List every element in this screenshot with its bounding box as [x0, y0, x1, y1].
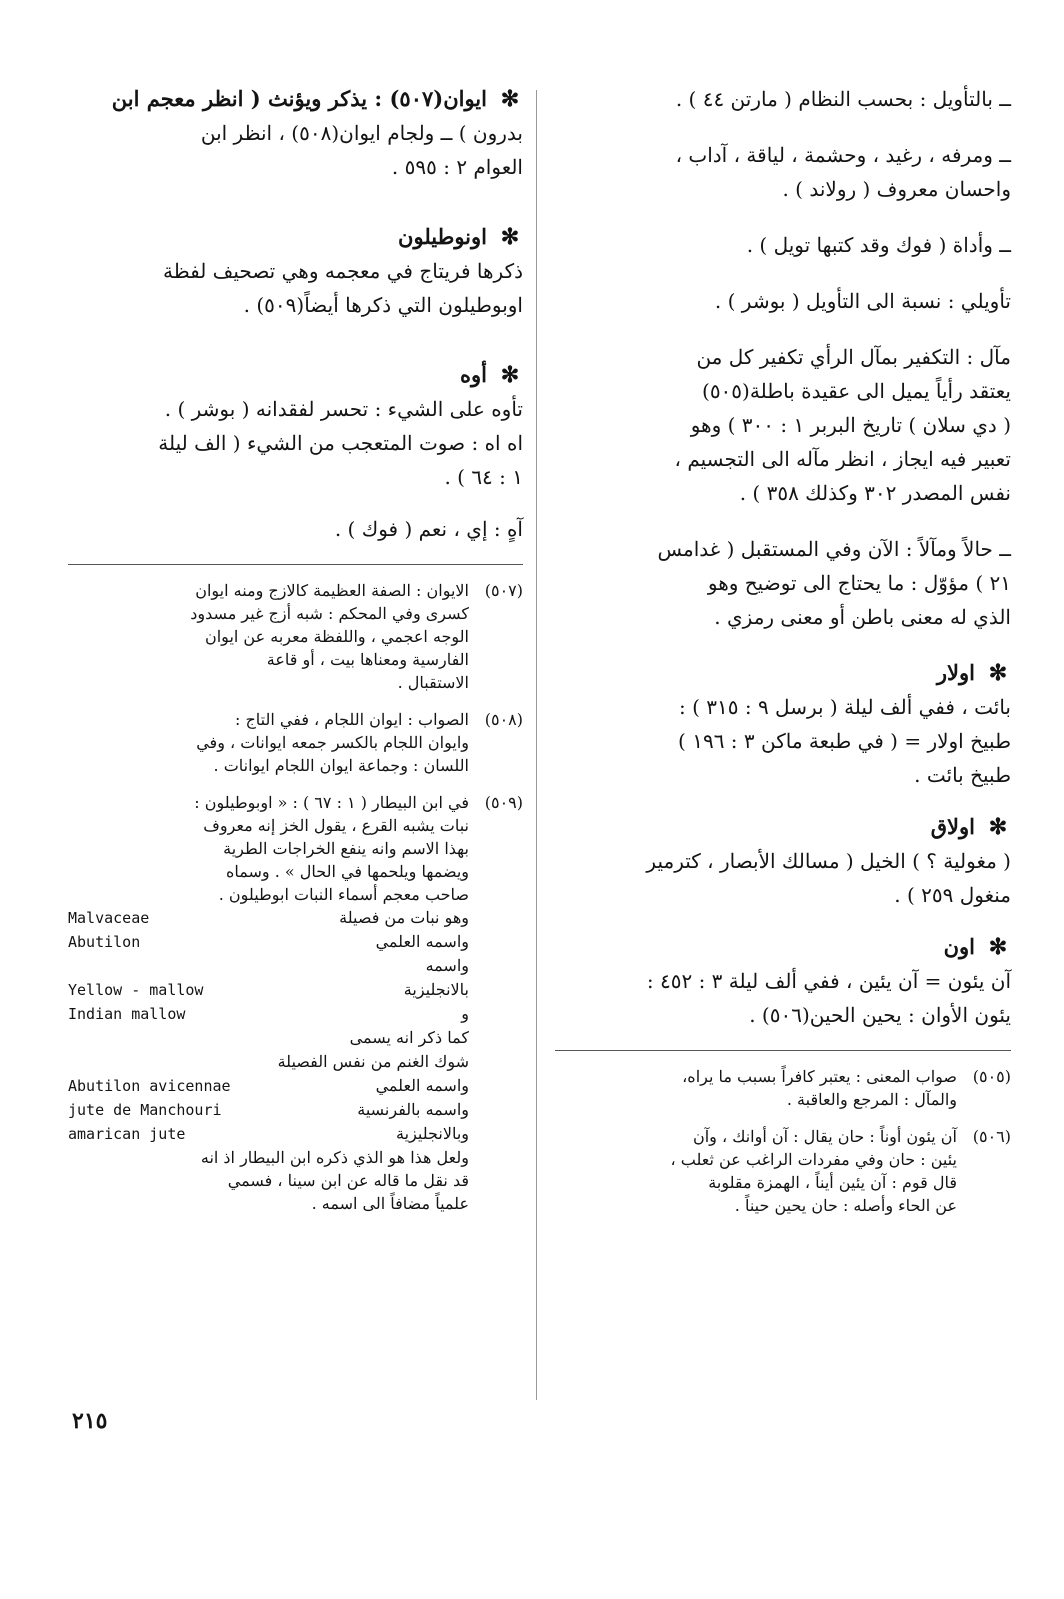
text-line: منغول ٢٥٩ ) . [894, 883, 1011, 907]
text-line: يئين : حان وفي مفردات الراغب عن ثعلب ، [670, 1150, 957, 1169]
text-line: علمياً مضافاً الى اسمه . [311, 1194, 469, 1213]
latin-row [68, 954, 469, 978]
latin-term: Indian mallow [68, 1005, 186, 1023]
latin-row [68, 906, 469, 930]
text-line: مآل : التكفير بمآل الرأي تكفير كل من [696, 345, 1011, 369]
headword-text: ايوان(٥٠٧) : يذكر ويؤنث ( انظر معجم ابن [111, 86, 487, 111]
text-line: واسمه بالفرنسية [357, 1100, 469, 1119]
text-line: والمآل : المرجع والعاقبة . [786, 1090, 957, 1109]
text-line: وبالانجليزية [396, 1124, 469, 1143]
text-line: قال قوم : آن يئين أيناً ، الهمزة مقلوبة [708, 1173, 957, 1192]
text-line: طبيخ بائت . [914, 763, 1011, 787]
footnote-507 [68, 579, 523, 694]
footnote-rule [555, 1050, 1011, 1051]
footnote-506 [555, 1125, 1011, 1217]
text-line: ( دي سلان ) تاريخ البربر ١ : ٣٠٠ ) وهو [690, 413, 1011, 437]
headword-awlaq [555, 810, 1011, 844]
text-line: آن يئون أوناً : حان يقال : آن أوانك ، وآن [692, 1127, 957, 1146]
headword-text: اولاق [930, 814, 975, 839]
section-body [555, 690, 1011, 792]
text-line: ( مغولية ؟ ) الخيل ( مسالك الأبصار ، كترمير [646, 849, 1011, 873]
headword-text: أوه [460, 362, 487, 387]
text-line: ١ : ٦٤ ) . [444, 465, 523, 489]
section-body [555, 844, 1011, 912]
text-line: قد نقل ما قاله عن ابن سينا ، فسمي [227, 1171, 469, 1190]
latin-term: amarican jute [68, 1125, 186, 1143]
text-line: تأوه على الشيء : تحسر لفقدانه ( بوشر ) . [164, 397, 523, 421]
text-line: صاحب معجم أسماء النبات ابوطيلون . [218, 885, 469, 904]
footnote-508 [68, 708, 523, 777]
text-line: ــ ومرفه ، رغيد ، وحشمة ، لياقة ، آداب ، [675, 143, 1011, 167]
text-line: وهو نبات من فصيلة [339, 908, 469, 927]
text-line: ــ بالتأويل : بحسب النظام ( مارتن ٤٤ ) . [675, 87, 1011, 111]
text-line: ــ وأداة ( فوك وقد كتبها تويل ) . [746, 233, 1011, 257]
text-line: اللسان : وجماعة ايوان اللجام ايوانات . [213, 756, 469, 775]
text-line: واسمه [425, 956, 469, 975]
latin-term: Abutilon avicennae [68, 1077, 231, 1095]
right-column [555, 82, 1011, 1231]
headword-awn [555, 930, 1011, 964]
column-separator [536, 90, 537, 1400]
footnote-number: (٥٠٩) [484, 793, 523, 812]
text-line: ويضمها ويلحمها في الحال » . وسماه [225, 862, 469, 881]
text-line: كسرى وفي المحكم : شبه أزج غير مسدود [190, 604, 469, 623]
text-line: وايوان اللجام بالكسر جمعه ايوانات ، وفي [196, 733, 469, 752]
text-line: تأويلي : نسبة الى التأويل ( بوشر ) . [714, 289, 1011, 313]
asterisk-icon: ✻ [988, 934, 1008, 960]
text-line: كما ذكر انه يسمى [349, 1028, 469, 1047]
text-line: واسمه العلمي [375, 932, 469, 951]
headword-text: اونوطيلون [398, 224, 487, 249]
text-line: الفارسية ومعناها بيت ، أو قاعة [266, 650, 469, 669]
latin-row [68, 1002, 469, 1026]
latin-row [68, 1122, 469, 1146]
asterisk-icon: ✻ [500, 224, 520, 250]
headword-awlar [555, 656, 1011, 690]
latin-term: Malvaceae [68, 909, 150, 927]
text-line: الصواب : ايوان اللجام ، ففي التاج : [234, 710, 469, 729]
text-line: اوبوطيلون التي ذكرها أيضاً(٥٠٩) . [243, 293, 523, 317]
text-line: صواب المعنى : يعتبر كافراً بسبب ما يراه، [682, 1067, 957, 1086]
text-line: ذكرها فريتاج في معجمه وهي تصحيف لفظة [162, 259, 523, 283]
text-line: نفس المصدر ٣٠٢ وكذلك ٣٥٨ ) . [739, 481, 1011, 505]
latin-row [68, 1074, 469, 1098]
text-line: يعتقد رأياً يميل الى عقيدة باطلة(٥٠٥) [702, 379, 1011, 403]
asterisk-icon: ✻ [500, 86, 520, 112]
footnote-number: (٥٠٥) [972, 1067, 1011, 1086]
latin-term: Yellow - mallow [68, 981, 204, 999]
footnote-505 [555, 1065, 1011, 1111]
latin-term: Abutilon [68, 933, 141, 951]
text-line: اه اه : صوت المتعجب من الشيء ( الف ليلة [158, 431, 523, 455]
entry-bil-tawil [555, 82, 1011, 116]
text-line: ولعل هذا هو الذي ذكره ابن البيطار اذ انه [200, 1148, 469, 1167]
text-line: شوك الغنم من نفس الفصيلة [277, 1052, 469, 1071]
latin-row [68, 1098, 469, 1122]
left-column [68, 82, 523, 1229]
footnote-number: (٥٠٧) [484, 581, 523, 600]
footnote-number: (٥٠٦) [972, 1127, 1011, 1146]
text-line: طبيخ اولار = ( في طبعة ماكن ٣ : ١٩٦ ) [678, 729, 1011, 753]
entry-halan-wa-maalan [555, 532, 1011, 634]
asterisk-icon: ✻ [988, 814, 1008, 840]
entry-murfah [555, 138, 1011, 206]
text-line: بائت ، ففي ألف ليلة ( برسل ٩ : ٣١٥ ) : [678, 695, 1011, 719]
text-line: في ابن البيطار ( ١ : ٦٧ ) : « اوبوطيلون : [194, 793, 469, 812]
entry-tawili [555, 284, 1011, 318]
text-line: نبات يشبه القرع ، يقول الخز إنه معروف [203, 816, 469, 835]
section-body [68, 392, 523, 546]
text-line: آهٍ : إي ، نعم ( فوك ) . [334, 517, 523, 541]
text-line: الذي له معنى باطن أو معنى رمزي . [714, 605, 1011, 629]
entry-maal [555, 340, 1011, 510]
latin-row [68, 1050, 469, 1074]
entry-adat [555, 228, 1011, 262]
text-line: واحسان معروف ( رولاند ) . [782, 177, 1011, 201]
asterisk-icon: ✻ [500, 362, 520, 388]
section-body [68, 254, 523, 322]
text-line: ٢١ ) مؤوّل : ما يحتاج الى توضيح وهو [707, 571, 1011, 595]
text-line: بدرون ) ــ ولجام ايوان(٥٠٨) ، انظر ابن [200, 121, 523, 145]
headword-text: اون [943, 934, 975, 959]
text-line: العوام ٢ : ٥٩٥ . [391, 155, 523, 179]
footnote-rule [68, 564, 523, 565]
text-line: عن الحاء وأصله : حان يحين حيناً . [734, 1196, 957, 1215]
text-line: بالانجليزية [403, 980, 469, 999]
text-line: و [461, 1004, 469, 1023]
headword-iwan [68, 82, 523, 116]
text-line: واسمه العلمي [375, 1076, 469, 1095]
text-line: الايوان : الصفة العظيمة كالازج ومنه ايوان [195, 581, 469, 600]
text-line: بهذا الاسم وانه ينفع الخراجات الطرية [223, 839, 469, 858]
page-number: ٢١٥ [72, 1408, 108, 1434]
latin-term: jute de Manchouri [68, 1101, 222, 1119]
latin-row [68, 930, 469, 954]
asterisk-icon: ✻ [988, 660, 1008, 686]
latin-row [68, 1026, 469, 1050]
text-line: ــ حالاً ومآلاً : الآن وفي المستقبل ( غدامس [657, 537, 1011, 561]
headword-awh [68, 358, 523, 392]
text-line: الاستقبال . [397, 673, 469, 692]
text-line: الوجه اعجمي ، واللفظة معربه عن ايوان [204, 627, 469, 646]
section-body [68, 116, 523, 184]
text-line: تعبير فيه ايجاز ، انظر مآله الى التجسيم ، [674, 447, 1011, 471]
headword-text: اولار [936, 660, 975, 685]
footnote-number: (٥٠٨) [484, 710, 523, 729]
section-body [555, 964, 1011, 1032]
headword-unutilun [68, 220, 523, 254]
footnote-509 [68, 791, 523, 1215]
text-line: يئون الأوان : يحين الحين(٥٠٦) . [749, 1003, 1011, 1027]
text-line: آن يئون = آن يئين ، ففي ألف ليلة ٣ : ٤٥٢ : [646, 969, 1011, 993]
latin-row [68, 978, 469, 1002]
